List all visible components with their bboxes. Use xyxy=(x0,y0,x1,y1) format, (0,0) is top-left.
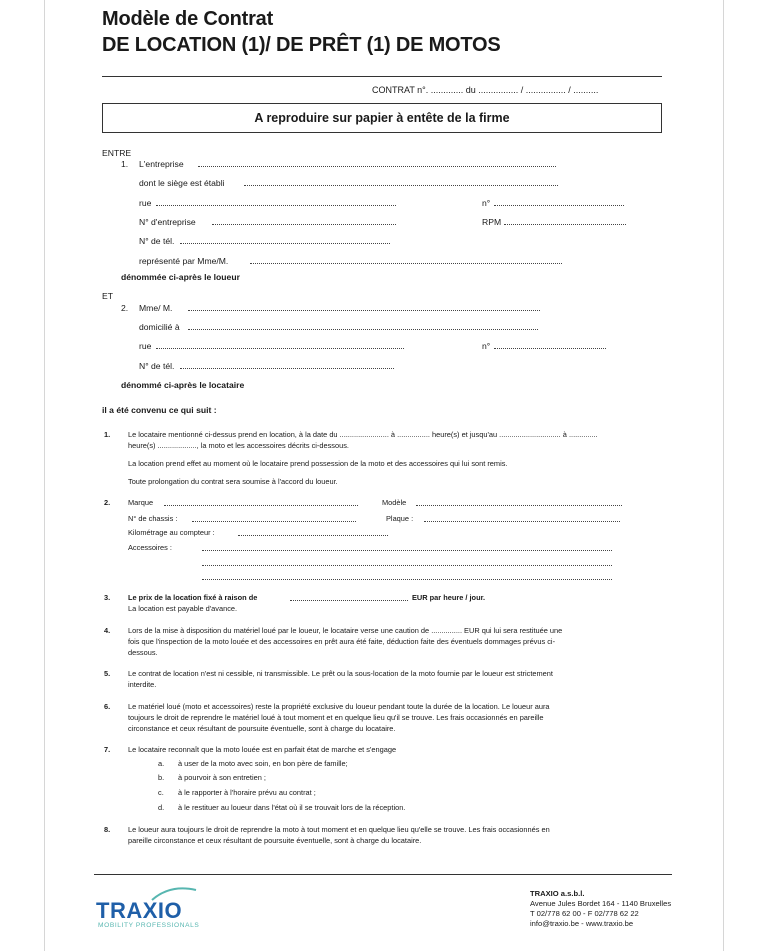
p2-mme-label: Mme/ M. xyxy=(139,303,173,313)
accessoires-field-line-2[interactable] xyxy=(202,565,612,566)
clause-1-number: 1. xyxy=(104,430,111,439)
num-entreprise-field-line[interactable] xyxy=(212,224,396,225)
clause-4-line-1: Lors de la mise à disposition du matériel loué par le loueur, le locataire verse une caution de ............... EUR qui lui sera restituée une xyxy=(128,626,563,635)
marque-label: Marque xyxy=(128,498,154,507)
title-line-2: DE LOCATION (1)/ DE PRÊT (1) DE MOTOS xyxy=(102,34,501,56)
clause-7-item-b-text: à pourvoir à son entretien ; xyxy=(178,773,266,782)
header-rule xyxy=(102,76,662,77)
p1-tel-field-line[interactable] xyxy=(180,243,390,244)
clause-8-line-1: Le loueur aura toujours le droit de reprendre la moto à tout moment et en quelque lieu qu'elle se trouve. Les frais occasionnés en xyxy=(128,825,550,834)
clause-6-line-1: Le matériel loué (moto et accessoires) reste la propriété exclusive du loueur pendant toute la durée de la location. Le loueur aura xyxy=(128,702,550,711)
clause-7-item-c-text: à le rapporter à l'horaire prévu au contrat ; xyxy=(178,788,316,797)
modele-label: Modèle xyxy=(382,498,407,507)
letterhead-notice-text: A reproduire sur papier à entête de la firme xyxy=(254,111,510,125)
num-entreprise-label: N° d'entreprise xyxy=(139,217,196,227)
p1-rue-field-line[interactable] xyxy=(156,205,396,206)
footer-rule xyxy=(94,874,672,875)
clause-5-line-1: Le contrat de location n'est ni cessible, ni transmissible. Le prêt ou la sous-location de la moto fournie par le loueur est strictement xyxy=(128,669,553,678)
clause-5-line-2: interdite. xyxy=(128,680,157,689)
loueur-denomination: dénommée ci-après le loueur xyxy=(121,272,240,282)
entreprise-field-line[interactable] xyxy=(198,166,556,167)
clause-4-line-2: fois que l'inspection de la moto louée et des accessoires en prêt aura été faite, déduction faite des éventuels dommages prévus ci- xyxy=(128,637,556,646)
traxio-logo-tagline: MOBILITY PROFESSIONALS xyxy=(98,922,200,929)
clause-7-intro: Le locataire reconnaît que la moto louée est en parfait état de marche et s'engage xyxy=(128,745,397,754)
kilometrage-field-line[interactable] xyxy=(238,535,388,536)
p2-tel-field-line[interactable] xyxy=(180,368,394,369)
p1-n-field-line[interactable] xyxy=(494,205,624,206)
clause-8-line-2: pareille circonstance et ceux résultant de poursuite éventuelle, sont à charge du locataire. xyxy=(128,836,422,845)
clause-1-para-2: La location prend effet au moment où le locataire prend possession de la moto et des accessoires qui lui sont remis. xyxy=(128,459,508,468)
locataire-denomination: dénommé ci-après le locataire xyxy=(121,380,245,390)
p2-n-label: n° xyxy=(482,341,491,351)
clause-7-item-a-letter: a. xyxy=(158,759,165,768)
traxio-logo: TRAXIO xyxy=(96,898,183,923)
clause-5-number: 5. xyxy=(104,669,111,678)
accessoires-field-line-3[interactable] xyxy=(202,579,612,580)
siege-label: dont le siège est établi xyxy=(139,178,225,188)
prix-field-line[interactable] xyxy=(290,600,408,601)
clause-1-para-3: Toute prolongation du contrat sera soumise à l'accord du loueur. xyxy=(128,477,338,486)
p1-rue-label: rue xyxy=(139,198,152,208)
contract-number-line: CONTRAT n°. ............. du ................ / ................ / .......... xyxy=(372,85,599,95)
kilometrage-label: Kilométrage au compteur : xyxy=(128,528,215,537)
clause-4-line-3: dessous. xyxy=(128,648,158,657)
rpm-field-line[interactable] xyxy=(504,224,626,225)
modele-field-line[interactable] xyxy=(416,505,622,506)
clause-3-line-2: La location est payable d'avance. xyxy=(128,604,238,613)
footer-phone: T 02/778 62 00 - F 02/778 62 22 xyxy=(530,909,639,918)
siege-field-line[interactable] xyxy=(244,185,558,186)
party-1-number: 1. xyxy=(121,159,129,169)
clause-4-number: 4. xyxy=(104,626,111,635)
plaque-label: Plaque : xyxy=(386,514,414,523)
domicilie-field-line[interactable] xyxy=(188,329,538,330)
clause-6-line-3: circonstance et ceux résultant de poursuite éventuelle, sont à charge du locataire. xyxy=(128,724,396,733)
clause-7-item-a-text: à user de la moto avec soin, en bon père de famille; xyxy=(178,759,348,768)
footer-web[interactable]: info@traxio.be - www.traxio.be xyxy=(530,919,634,928)
letterhead-notice-box xyxy=(102,103,662,133)
clause-7-number: 7. xyxy=(104,745,111,754)
chassis-field-line[interactable] xyxy=(192,521,356,522)
footer-address: Avenue Jules Bordet 164 - 1140 Bruxelles xyxy=(530,899,672,908)
clause-6-line-2: toujours le droit de reprendre le matériel loué à tout moment et en quelque lieu qu'il se trouve. Les frais occasionnés en pareille xyxy=(128,713,544,722)
p1-n-label: n° xyxy=(482,198,491,208)
represente-label: représenté par Mme/M. xyxy=(139,256,229,266)
p2-rue-label: rue xyxy=(139,341,152,351)
plaque-field-line[interactable] xyxy=(424,521,620,522)
clause-3-line-1b: EUR par heure / jour. xyxy=(412,593,486,602)
marque-field-line[interactable] xyxy=(164,505,358,506)
clause-7-item-c-letter: c. xyxy=(158,788,164,797)
represente-field-line[interactable] xyxy=(250,263,562,264)
et-label: ET xyxy=(102,291,113,301)
domicilie-label: domicilié à xyxy=(139,322,180,332)
footer-org: TRAXIO a.s.b.l. xyxy=(530,889,585,898)
p1-tel-label: N° de tél. xyxy=(139,236,175,246)
entre-label: ENTRE xyxy=(102,148,132,158)
clause-6-number: 6. xyxy=(104,702,111,711)
p2-tel-label: N° de tél. xyxy=(139,361,175,371)
clause-1-line-1: Le locataire mentionné ci-dessus prend en location, à la date du ........................ à ................ heure(s) et jusqu'au .............................. à .............. xyxy=(128,430,598,439)
clause-7-item-b-letter: b. xyxy=(158,773,165,782)
convenu-heading: il a été convenu ce qui suit : xyxy=(102,405,217,415)
chassis-label: N° de chassis : xyxy=(128,514,178,523)
clause-1-line-2: heure(s) ..................., la moto et les accessoires décrits ci-dessous. xyxy=(128,441,349,450)
clause-3-number: 3. xyxy=(104,593,111,602)
clause-3-line-1a: Le prix de la location fixé à raison de xyxy=(128,593,258,602)
clause-2-number: 2. xyxy=(104,498,111,507)
p2-rue-field-line[interactable] xyxy=(156,348,404,349)
p2-n-field-line[interactable] xyxy=(494,348,606,349)
accessoires-field-line-1[interactable] xyxy=(202,550,612,551)
rpm-label: RPM xyxy=(482,217,502,227)
accessoires-label: Accessoires : xyxy=(128,543,172,552)
p2-name-field-line[interactable] xyxy=(188,310,540,311)
party-1-entreprise-label: L'entreprise xyxy=(139,159,184,169)
clause-8-number: 8. xyxy=(104,825,111,834)
party-2-number: 2. xyxy=(121,303,129,313)
title-line-1: Modèle de Contrat xyxy=(102,8,274,30)
clause-7-item-d-text: à le restituer au loueur dans l'état où il se trouvait lors de la réception. xyxy=(178,803,406,812)
clause-7-item-d-letter: d. xyxy=(158,803,165,812)
